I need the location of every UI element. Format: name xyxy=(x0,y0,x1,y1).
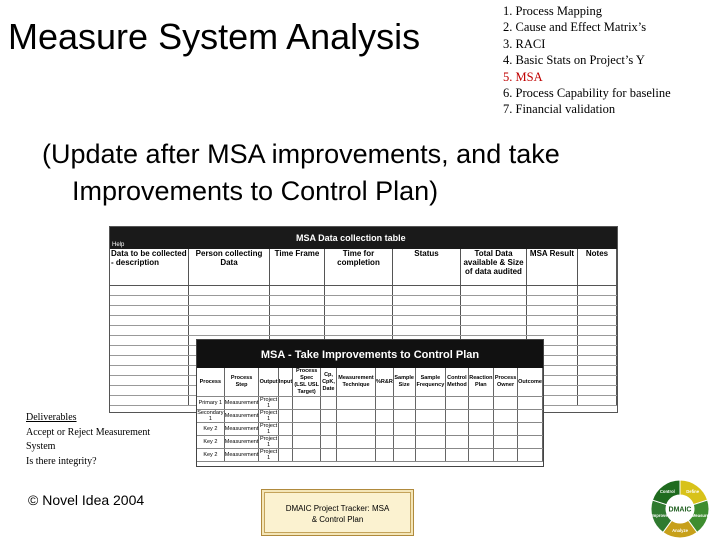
table-row xyxy=(110,316,617,326)
control-plan-cell: Primary 1 xyxy=(197,397,224,410)
table-cell xyxy=(325,296,393,306)
header-cell: Person collecting Data xyxy=(189,249,270,286)
control-plan-cell xyxy=(446,397,468,410)
header-cell: Status xyxy=(393,249,461,286)
subtitle xyxy=(42,136,702,210)
control-plan-header-cell: Reaction Plan xyxy=(468,368,493,397)
control-plan-cell xyxy=(468,436,493,449)
table-cell xyxy=(110,296,189,306)
control-plan-cell: Project 1 xyxy=(260,423,278,435)
control-plan-cell xyxy=(518,410,543,423)
table-cell xyxy=(270,286,325,296)
control-plan-cell xyxy=(468,410,493,423)
control-plan-cell xyxy=(376,397,394,410)
control-plan-cell xyxy=(468,397,493,410)
control-plan-cell xyxy=(518,449,543,462)
table-cell xyxy=(527,296,578,306)
control-plan-row xyxy=(197,436,543,449)
table-cell xyxy=(578,346,617,356)
table-row xyxy=(110,306,617,316)
control-plan-cell: Measurement xyxy=(224,410,259,423)
control-plan-header-cell: Cp, CpK, Date xyxy=(321,368,337,397)
control-plan-cell: Key 2 xyxy=(197,436,224,449)
logo-segment-label: Control xyxy=(659,489,675,495)
deliverables xyxy=(26,411,150,469)
table-cell xyxy=(270,306,325,316)
control-plan-header-cell: Output xyxy=(259,368,278,397)
control-plan-cell: Secondary 1 xyxy=(197,410,224,422)
roadmap-step: 7. Financial validation xyxy=(503,102,616,117)
control-plan-cell xyxy=(518,397,543,410)
control-plan-cell xyxy=(278,436,292,449)
table-cell xyxy=(578,316,617,326)
table-cell xyxy=(325,326,393,336)
table-cell xyxy=(393,326,461,336)
subtitle-line-1: (Update after MSA improvements, and take xyxy=(42,139,560,169)
table-cell xyxy=(578,296,617,306)
control-plan-cell xyxy=(393,449,415,462)
table-cell xyxy=(325,316,393,326)
control-plan-grid xyxy=(197,368,543,462)
control-plan-header-cell: Sample Size xyxy=(393,368,415,397)
table-cell xyxy=(110,326,189,336)
control-plan-cell xyxy=(393,410,415,423)
control-plan-cell: Measurement xyxy=(224,423,259,436)
logo-segment-label: Measure xyxy=(691,513,709,519)
control-plan-row xyxy=(197,397,543,410)
control-plan-cell xyxy=(518,423,543,436)
logo-segment-label: Analyze xyxy=(672,528,688,533)
control-plan-cell xyxy=(278,410,292,423)
deliverables-line-1: Accept or Reject Measurement xyxy=(26,426,151,438)
control-plan-cell xyxy=(293,449,321,462)
roadmap-step: 1. Process Mapping xyxy=(503,4,602,18)
header-cell: MSA Result xyxy=(527,249,578,286)
table-cell xyxy=(527,286,578,296)
header-cell: Data to be collected - description xyxy=(110,249,189,286)
roadmap-step: 2. Cause and Effect Matrix’s xyxy=(503,20,647,35)
table-row xyxy=(110,326,617,336)
control-plan-header-row xyxy=(197,368,543,397)
control-plan-cell xyxy=(293,436,321,449)
control-plan-cell xyxy=(415,423,446,436)
table-cell xyxy=(527,326,578,336)
control-plan-header-cell: %R&R xyxy=(376,368,394,397)
control-plan-header-cell: Process Step xyxy=(224,368,259,397)
table-cell xyxy=(578,396,617,406)
table-cell xyxy=(578,286,617,296)
control-plan-cell xyxy=(376,423,394,436)
control-plan-cell xyxy=(376,436,394,449)
table-cell xyxy=(189,286,270,296)
control-plan-cell: Measurement xyxy=(224,397,259,410)
control-plan-cell xyxy=(336,449,375,462)
collection-header-row xyxy=(110,249,617,286)
table-cell xyxy=(325,286,393,296)
table-cell xyxy=(461,296,527,306)
control-plan-cell xyxy=(494,436,518,449)
control-plan-cell xyxy=(293,423,321,436)
logo-segment-label: Define xyxy=(686,489,700,495)
control-plan-cell xyxy=(321,410,337,423)
logo-center-label: DMAIC xyxy=(668,506,692,514)
logo-segment-label: Improve xyxy=(651,513,668,519)
control-plan-title: MSA - Take Improvements to Control Plan xyxy=(197,340,543,368)
table-cell xyxy=(578,306,617,316)
header-cell: Time for completion xyxy=(325,249,393,286)
control-plan-cell xyxy=(336,436,375,449)
table-cell xyxy=(461,306,527,316)
control-plan-cell xyxy=(376,449,394,462)
control-plan-cell xyxy=(336,410,375,423)
table-cell xyxy=(578,386,617,396)
table-cell xyxy=(393,316,461,326)
dmaic-logo-icon xyxy=(649,478,711,540)
table-cell xyxy=(110,386,189,396)
control-plan-cell: Measurement xyxy=(224,436,259,449)
tracker-line-2: & Control Plan xyxy=(311,515,364,524)
roadmap-list xyxy=(503,3,671,118)
table-cell xyxy=(110,316,189,326)
table-cell xyxy=(578,376,617,386)
deliverables-line-2: System xyxy=(26,441,56,452)
header-cell: Time Frame xyxy=(270,249,325,286)
control-plan-table xyxy=(196,339,544,467)
control-plan-cell: Key 2 xyxy=(197,423,224,436)
deliverables-heading: Deliverables xyxy=(26,412,77,423)
table-cell xyxy=(393,306,461,316)
table-cell xyxy=(527,316,578,326)
control-plan-cell xyxy=(494,423,518,436)
tracker-label xyxy=(264,492,411,533)
control-plan-cell xyxy=(376,410,394,423)
control-plan-cell xyxy=(415,436,446,449)
deliverables-line-3: Is there integrity? xyxy=(26,455,97,467)
table-cell xyxy=(270,296,325,306)
control-plan-cell xyxy=(415,410,446,423)
table-cell xyxy=(110,286,189,296)
table-cell xyxy=(270,326,325,336)
subtitle-line-2: Improvements to Control Plan) xyxy=(72,176,439,206)
control-plan-cell xyxy=(278,423,292,436)
table-cell xyxy=(578,326,617,336)
control-plan-cell xyxy=(278,449,292,462)
table-row xyxy=(110,296,617,306)
table-cell xyxy=(461,286,527,296)
roadmap-step: 3. RACI xyxy=(503,36,546,51)
table-cell xyxy=(110,376,189,386)
control-plan-cell: Project 1 xyxy=(260,410,278,422)
table-cell xyxy=(110,396,189,406)
table-cell xyxy=(393,296,461,306)
control-plan-cell xyxy=(336,423,375,436)
table-cell xyxy=(189,296,270,306)
control-plan-cell xyxy=(415,397,446,410)
slide-title: Measure System Analysis xyxy=(8,16,421,57)
control-plan-header-cell: Sample Frequency xyxy=(415,368,446,397)
control-plan-cell xyxy=(446,436,468,449)
roadmap-step: 5. MSA xyxy=(503,69,543,84)
control-plan-cell xyxy=(321,423,337,436)
control-plan-cell xyxy=(415,449,446,462)
control-plan-header-cell: Input xyxy=(278,368,292,397)
control-plan-cell: Measurement xyxy=(224,449,259,462)
table-cell xyxy=(527,306,578,316)
control-plan-row xyxy=(197,449,543,462)
control-plan-cell xyxy=(321,397,337,410)
control-plan-header-cell: Measurement Technique xyxy=(336,368,375,397)
control-plan-cell xyxy=(393,436,415,449)
control-plan-cell xyxy=(518,436,543,449)
control-plan-row xyxy=(197,410,543,423)
control-plan-cell xyxy=(468,423,493,436)
table-cell xyxy=(189,326,270,336)
table-cell xyxy=(189,306,270,316)
control-plan-header-cell: Control Method xyxy=(446,368,468,397)
table-row xyxy=(110,286,617,296)
table-cell xyxy=(461,326,527,336)
table-cell xyxy=(110,366,189,376)
control-plan-cell xyxy=(321,449,337,462)
control-plan-header-cell: Process Owner xyxy=(494,368,518,397)
control-plan-cell: Key 2 xyxy=(197,449,224,462)
copyright: © Novel Idea 2004 xyxy=(28,492,145,508)
table-cell xyxy=(393,286,461,296)
table-cell xyxy=(578,356,617,366)
control-plan-header-cell: Outcome xyxy=(518,368,543,397)
table-cell xyxy=(578,336,617,346)
control-plan-cell xyxy=(293,397,321,410)
control-plan-cell xyxy=(468,449,493,462)
roadmap-step: 4. Basic Stats on Project’s Y xyxy=(503,53,645,68)
control-plan-cell xyxy=(293,410,321,423)
control-plan-cell: Project 1 xyxy=(260,436,278,448)
header-cell: Total Data available & Size of data audited xyxy=(461,249,527,286)
collection-table-title: MSA Data collection table xyxy=(296,233,406,243)
control-plan-cell: Project 1 xyxy=(260,397,278,409)
control-plan-header-cell: Process xyxy=(197,368,224,397)
control-plan-cell xyxy=(494,449,518,462)
control-plan-cell xyxy=(494,397,518,410)
help-link[interactable]: Help xyxy=(112,242,125,248)
control-plan-cell xyxy=(393,423,415,436)
table-cell xyxy=(325,306,393,316)
table-cell xyxy=(110,356,189,366)
table-cell xyxy=(578,366,617,376)
control-plan-cell: Project 1 xyxy=(260,449,278,461)
control-plan-cell xyxy=(321,436,337,449)
control-plan-cell xyxy=(446,449,468,462)
roadmap-step: 6. Process Capability for baseline xyxy=(503,86,671,101)
control-plan-cell xyxy=(446,410,468,423)
control-plan-body xyxy=(197,397,543,462)
tracker-line-1: DMAIC Project Tracker: MSA xyxy=(285,504,390,513)
header-cell: Notes xyxy=(578,249,617,286)
control-plan-cell xyxy=(336,397,375,410)
control-plan-cell xyxy=(446,423,468,436)
control-plan-header-cell: Process Spec (LSL USL Target) xyxy=(294,368,319,395)
table-cell xyxy=(189,316,270,326)
dmaic-tracker-button[interactable] xyxy=(261,489,414,536)
collection-table-header xyxy=(110,227,617,249)
table-cell xyxy=(270,316,325,326)
control-plan-row xyxy=(197,423,543,436)
table-cell xyxy=(110,336,189,346)
table-cell xyxy=(110,346,189,356)
control-plan-cell xyxy=(393,397,415,410)
table-cell xyxy=(461,316,527,326)
table-cell xyxy=(110,306,189,316)
control-plan-cell xyxy=(494,410,518,423)
control-plan-cell xyxy=(278,397,292,410)
